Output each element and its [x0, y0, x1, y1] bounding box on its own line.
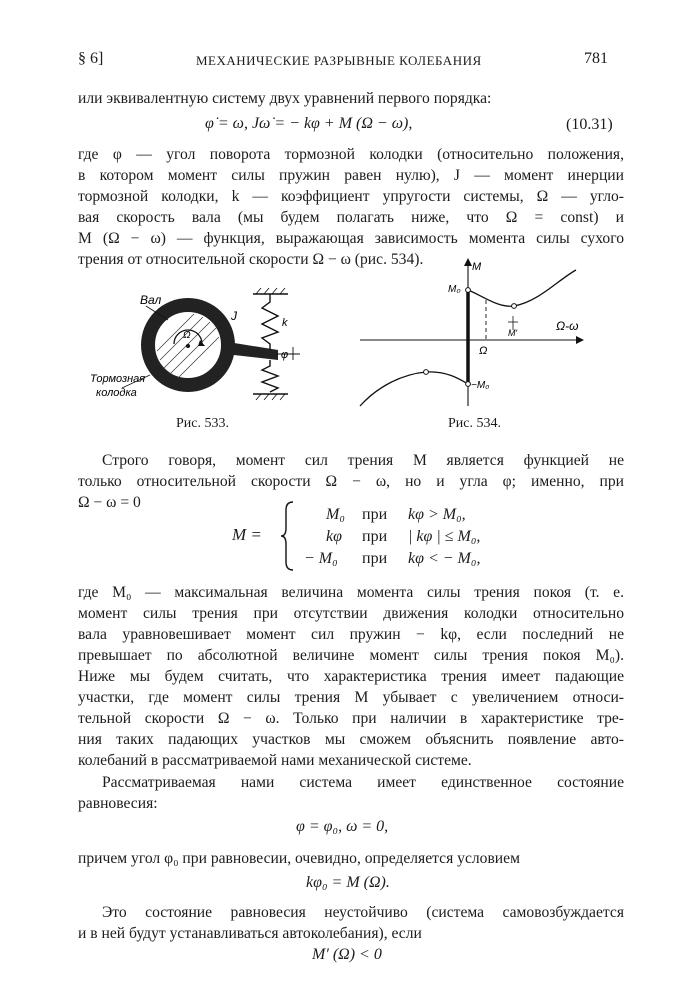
figure-533-caption: Рис. 533. [176, 416, 229, 431]
text-line: в котором момент силы пружин равен нулю), J — момент инерции [78, 167, 624, 184]
paragraph-strictly-speaking [78, 450, 624, 513]
piecewise-row-2-word: при [362, 528, 388, 545]
piecewise-row-2-value: kφ [326, 528, 342, 545]
text-line: только относительной скорости Ω − ω, но и угла φ; именно, при [78, 473, 624, 490]
text-line: Это состояние равновесия неустойчиво (система самовозбуждается [102, 904, 624, 921]
paragraph-m0-definition [78, 582, 624, 771]
text-line: где φ — угол поворота тормозной колодки (относительно положения, [78, 146, 624, 163]
equation-10-31: φ̇ = ω, Jω̇ = − kφ + M (Ω − ω), [205, 115, 413, 132]
equation-number: (10.31) [566, 116, 613, 133]
text-line: причем угол φ₀ при равновесии, очевидно, определяется условием [78, 850, 520, 867]
paragraph-angle-condition [78, 848, 624, 869]
piecewise-row-3-value: − M₀ [304, 550, 338, 567]
intro-text: или эквивалентную систему двух уравнений первого порядка: [78, 90, 492, 107]
m0-label: M₀ [448, 284, 461, 295]
piecewise-brace [280, 500, 296, 572]
page-number: 781 [584, 50, 608, 67]
text-line: Рассматриваемая нами система имеет единственное состояние [102, 774, 624, 791]
figure-534-friction-characteristic [358, 256, 590, 416]
inertia-label: J [231, 309, 237, 323]
text-line: и в ней будут устанавливаться автоколебания), если [78, 925, 422, 942]
section-marker: § 6] [78, 50, 104, 67]
piecewise-lhs: M = [232, 525, 262, 544]
running-title: МЕХАНИЧЕСКИЕ РАЗРЫВНЫЕ КОЛЕБАНИЯ [196, 53, 482, 68]
piecewise-row-2-cond: | kφ | ≤ M₀, [408, 528, 481, 545]
text-line: Строго говоря, момент сил трения M является функцией не [102, 452, 624, 469]
text-line: ния таких падающих участков мы сможем объяснить появление авто- [78, 731, 624, 748]
figure-533-brake-diagram [88, 280, 318, 415]
piecewise-row-1-value: M₀ [326, 506, 345, 523]
minus-m0-label: −M₀ [471, 380, 490, 391]
text-line: участки, где момент силы трения M убывает с увеличением относи- [78, 689, 624, 706]
text-line: Ω − ω = 0 [78, 494, 141, 511]
text-line: колебаний в рассматриваемой нами механической системе. [78, 752, 472, 769]
friction-curve-positive [468, 270, 576, 306]
friction-curve-negative [360, 372, 468, 406]
omega-label: Ω [183, 330, 191, 341]
text-line: где M₀ — максимальная величина момента силы трения покоя (т. е. [78, 584, 624, 601]
piecewise-row-3-cond: kφ < − M₀, [408, 550, 481, 567]
m-prime-label: M′ [508, 328, 518, 338]
figure-534-caption: Рис. 534. [448, 416, 501, 431]
y-axis-label: M [472, 261, 482, 273]
text-line: вая скорость вала (мы будем полагать ниже, что Ω = const) и [78, 209, 624, 226]
paragraph-equilibrium [78, 772, 624, 814]
equation-condition: kφ₀ = M (Ω). [306, 874, 390, 891]
text-line: тормозной колодки, k — коэффициент упругости системы, Ω — угло- [78, 188, 624, 205]
text-line: превышает по абсолютной величине момент силы трения покоя M₀). [78, 647, 624, 664]
spring-top [262, 294, 278, 350]
equation-equilibrium: φ = φ₀, ω = 0, [296, 818, 389, 835]
phi-label: φ [281, 349, 289, 361]
piecewise-row-1-word: при [362, 506, 388, 523]
pad-label-2: колодка [96, 387, 137, 399]
piecewise-row-1-cond: kφ > M₀, [408, 506, 466, 523]
piecewise-row-3-word: при [362, 550, 388, 567]
spring-constant-label: k [282, 317, 288, 329]
paragraph-instability [78, 902, 624, 944]
x-axis-label: Ω-ω [556, 319, 579, 333]
text-line: равновесия: [78, 795, 158, 812]
shaft-label: Вал [140, 293, 162, 307]
omega-tick-label: Ω [479, 345, 488, 357]
spring-bottom [262, 360, 278, 392]
text-line: Ниже мы будем считать, что характеристика трения имеет падающие [78, 668, 624, 685]
pad-label-1: Тормозная [90, 373, 146, 385]
text-line: тельной скорости Ω − ω. Только при наличии в характеристике тре- [78, 710, 624, 727]
text-line: трения от относительной скорости Ω − ω (рис. 534). [78, 251, 424, 268]
text-line: момент силы трения при отсутствии движения колодки относительно [78, 605, 624, 622]
paragraph-definitions [78, 144, 624, 270]
equation-instability: M′ (Ω) < 0 [312, 946, 382, 963]
text-line: вала уравновешивает момент сил пружин − kφ, если последний не [78, 626, 624, 643]
text-line: M (Ω − ω) — функция, выражающая зависимость момента силы сухого [78, 230, 624, 247]
